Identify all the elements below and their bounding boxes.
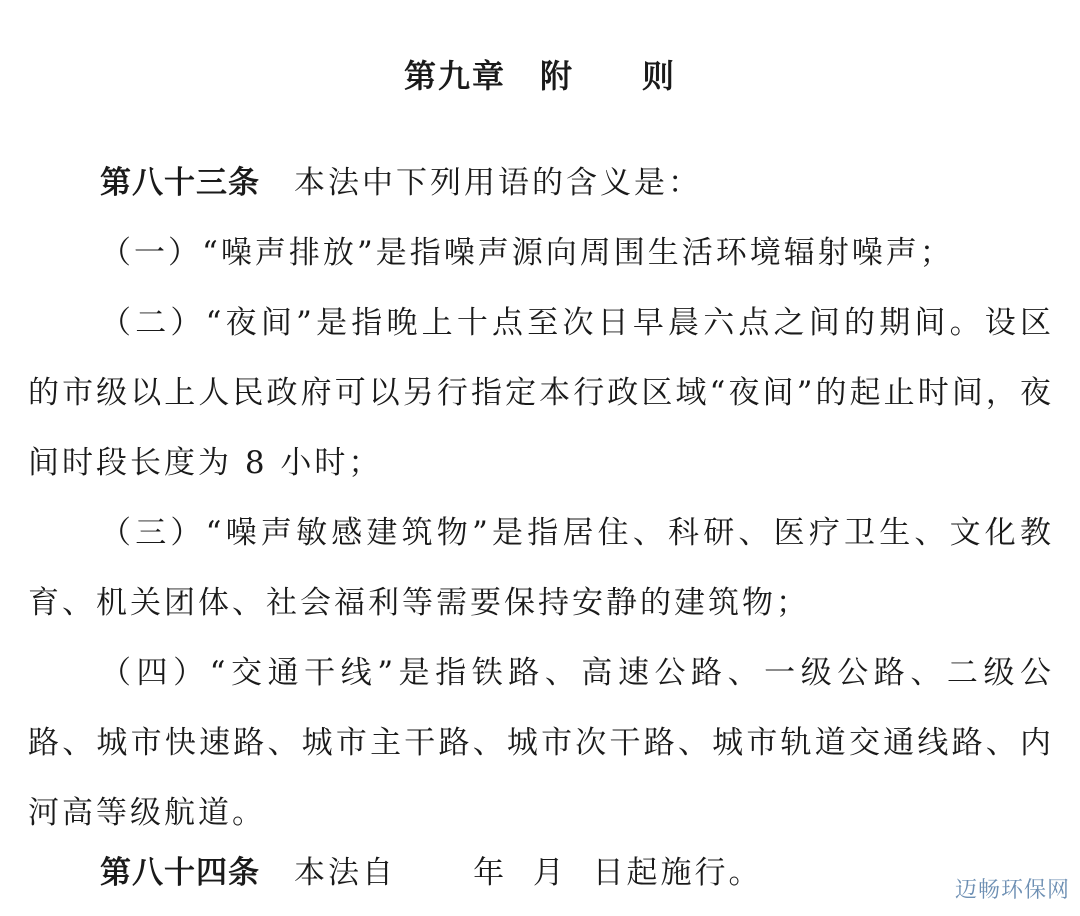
article-text: 本法中下列用语的含义是： [294, 165, 702, 201]
definition-2: （二）“夜间”是指晚上十点至次日早晨六点之间的期间。设区的市级以上人民政府可以另行指定本行政区域“夜间”的起止时间，夜间时段长度为 8 小时； [28, 305, 1054, 481]
year-label: 年 [473, 855, 508, 891]
article-heading: 第八十三条 [100, 165, 260, 201]
article-heading: 第八十四条 [100, 855, 260, 891]
chapter-title: 第九章 附 则 [403, 57, 676, 95]
article-84 [28, 838, 1054, 908]
day-label: 日起施行。 [592, 855, 763, 891]
article-83 [28, 148, 1054, 218]
definition-1: （一）“噪声排放”是指噪声源向周围生活环境辐射噪声； [100, 235, 954, 271]
article-text: 本法自 [294, 855, 396, 891]
definition-3: （三）“噪声敏感建筑物”是指居住、科研、医疗卫生、文化教育、机关团体、社会福利等需要保持安静的建筑物； [28, 515, 1054, 621]
definition-4: （四）“交通干线”是指铁路、高速公路、一级公路、二级公路、城市快速路、城市主干路、城市次干路、城市轨道交通线路、内河高等级航道。 [28, 655, 1054, 831]
month-label: 月 [532, 855, 567, 891]
watermark: 迈畅环保网 [954, 878, 1070, 903]
